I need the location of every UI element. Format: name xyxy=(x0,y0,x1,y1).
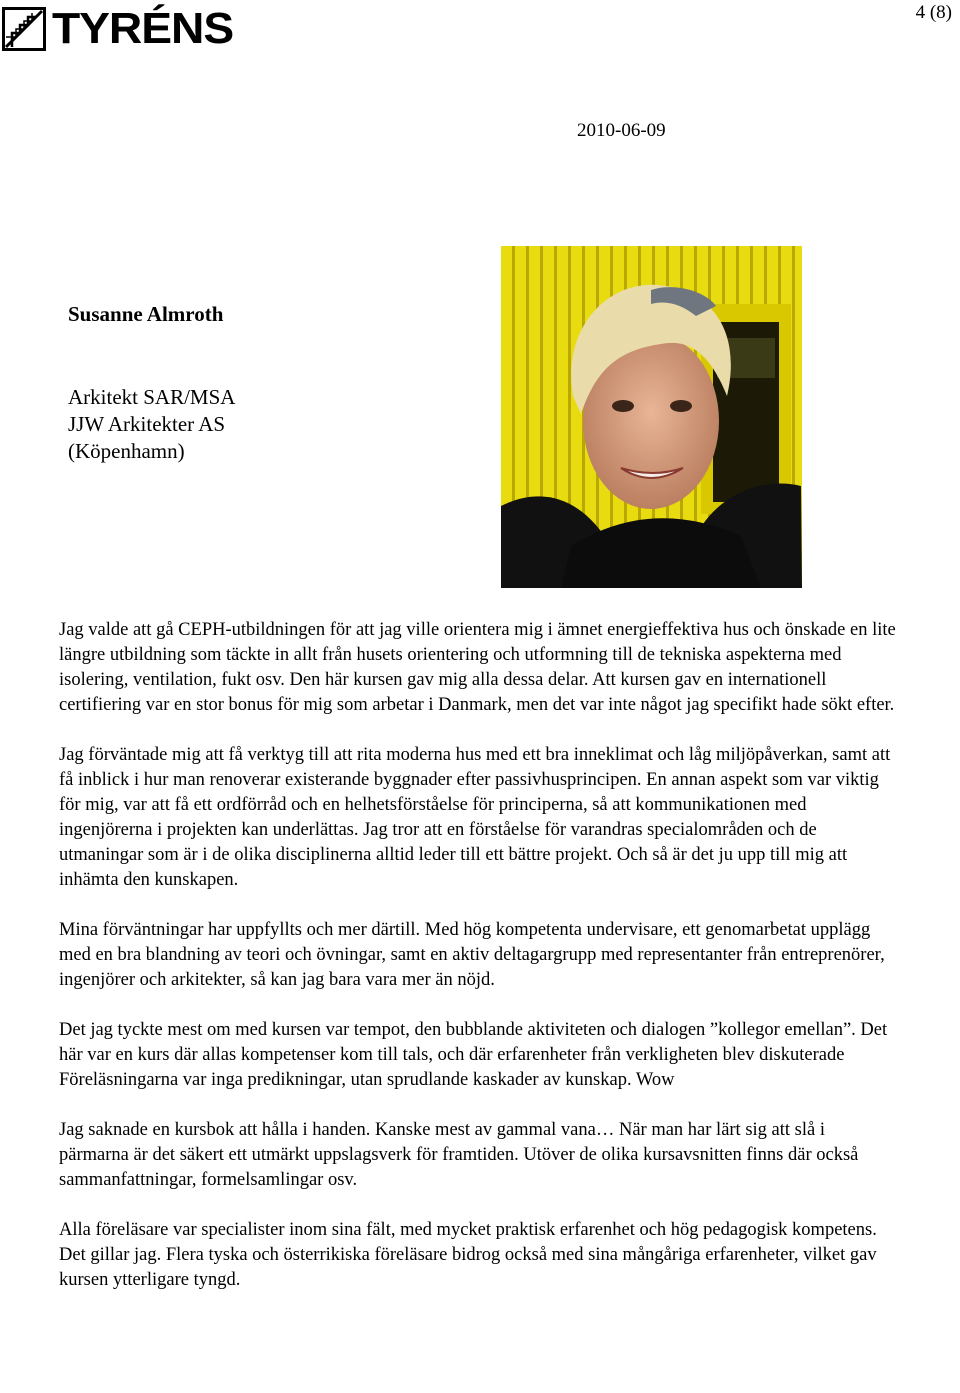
paragraph: Mina förväntningar har uppfyllts och mer därtill. Med hög kompetenta undervisare, ett genomarbetat upplägg med en bra blandning av teori och övningar, samt en aktiv deltagargrupp med representanter från entreprenörer, ingenjörer och arkitekter, så kan jag bara vara mer än nöjd. xyxy=(59,920,885,990)
paragraph: Jag valde att gå CEPH-utbildningen för att jag ville orientera mig i ämnet energieffektiva hus och önskade en lite längre utbildning som täckte in allt från husets orientering och utformning till de tekniska aspekterna med isolering, ventilation, fukt osv. Den här kursen gav mig alla dessa delar. Att kursen gav en internationell certifiering var en stor bonus för mig som arbetar i Danmark, men det var inte något jag specifikt hade sökt efter. xyxy=(59,620,896,715)
paragraph: Alla föreläsare var specialister inom sina fält, med mycket praktisk erfarenhet och hög pedagogisk kompetens. Det gillar jag. Flera tyska och österrikiska föreläsare bidrog också med sina mångåriga erfarenheter, vilket gav kursen ytterligare tyngd. xyxy=(59,1220,877,1290)
tyrens-logo xyxy=(2,4,234,53)
tyrens-logo-icon xyxy=(2,7,46,51)
person-title: Arkitekt SAR/MSA xyxy=(68,385,236,409)
document-date: 2010-06-09 xyxy=(577,120,666,141)
portrait-photo-icon xyxy=(501,246,802,588)
paragraph: Jag förväntade mig att få verktyg till att rita moderna hus med ett bra inneklimat och låg miljöpåverkan, samt att få inblick i hur man renoverar existerande byggnader efter passivhusprincipen. En annan aspekt som var viktig för mig, var att få ett ordförråd och en helhetsförståelse för principerna, så att kommunikationen med ingenjörerna i projekten kan underlättas. Jag tror att en förståelse för varandras specialområden och de utmaningar som är i de olika disciplinerna alltid leder till ett bättre projekt. Och så är det ju upp till mig att inhämta den kunskapen. xyxy=(59,745,891,890)
person-location: (Köpenhamn) xyxy=(68,439,185,463)
paragraph: Det jag tyckte mest om med kursen var tempot, den bubblande aktiviteten och dialogen ”kollegor emellan”. Det här var en kurs där allas kompetenser kom till tals, och där erfarenheter från verkligheten blev diskuterade Föreläsningarna var inga predikningar, utan sprudlande kaskader av kunskap. Wow xyxy=(59,1020,888,1090)
person-affiliation xyxy=(68,384,235,465)
person-company: JJW Arkitekter AS xyxy=(68,412,226,436)
person-name: Susanne Almroth xyxy=(68,302,224,326)
paragraph: Jag saknade en kursbok att hålla i handen. Kanske mest av gammal vana… När man har lärt sig att slå i pärmarna är det säkert ett utmärkt uppslagsverk för framtiden. Utöver de olika kursavsnitten finns där också sammanfattningar, formelsamlingar osv. xyxy=(59,1120,859,1190)
logo-wordmark: TYRÉNS xyxy=(52,4,234,53)
page-number: 4 (8) xyxy=(915,2,952,23)
portrait-photo xyxy=(501,246,802,588)
body-text xyxy=(59,618,899,1318)
